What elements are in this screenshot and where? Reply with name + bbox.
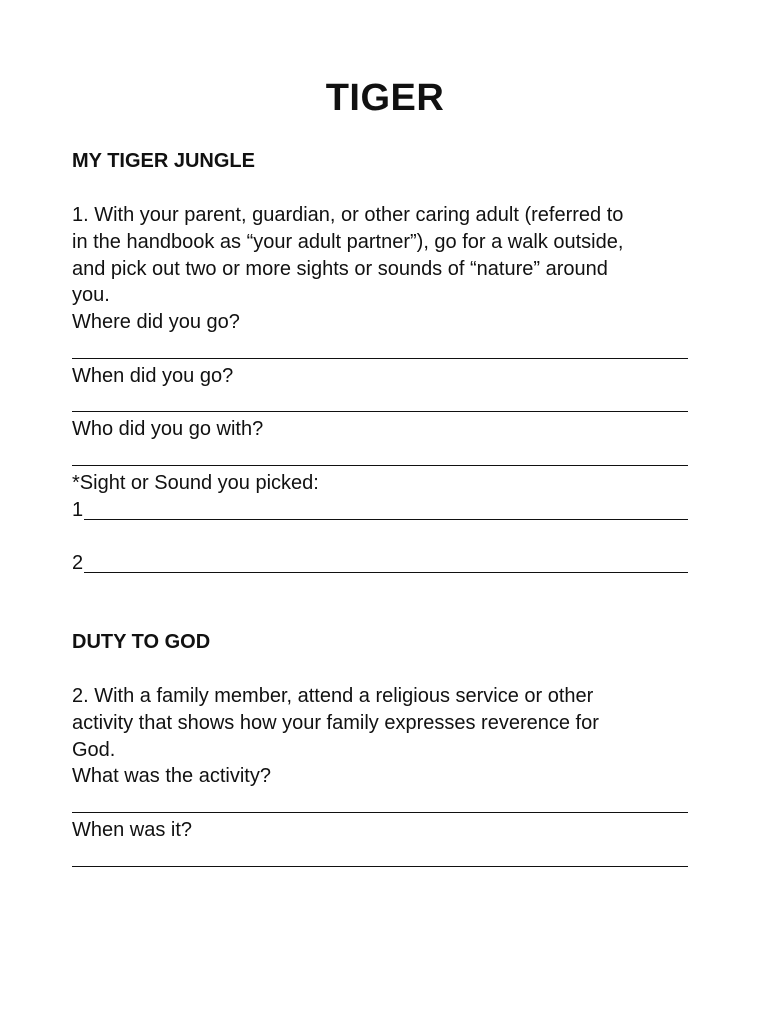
answer-line-sight-1[interactable] [72, 497, 712, 524]
question-where-label: Where did you go? [72, 311, 240, 334]
instruction-line: in the handbook as “your adult partner”), go for a walk outside, [72, 230, 624, 253]
question-activity-label: What was the activity? [72, 765, 271, 788]
instruction-line: and pick out two or more sights or sounds of “nature” around [72, 257, 608, 280]
question-who-label: Who did you go with? [72, 418, 264, 441]
section-duty-to-god [72, 629, 712, 871]
section-heading: DUTY TO GOD [72, 631, 211, 653]
answer-line-when[interactable] [72, 390, 712, 417]
answer-line-who[interactable] [72, 443, 712, 470]
instruction-line: 1. With your parent, guardian, or other caring adult (referred to [72, 204, 624, 226]
item-number: 2 [72, 552, 84, 575]
answer-line-when-was-it[interactable] [72, 844, 712, 871]
instruction-line: you. [72, 284, 110, 307]
item-number: 1 [72, 498, 84, 521]
instruction-line: God. [72, 738, 116, 761]
answer-line-sight-2[interactable] [72, 550, 712, 577]
section-my-tiger-jungle [72, 148, 712, 577]
answer-line-activity[interactable] [72, 790, 712, 817]
question-sight-label: *Sight or Sound you picked: [72, 471, 319, 494]
section-heading: MY TIGER JUNGLE [72, 150, 255, 172]
question-when-was-it-label: When was it? [72, 818, 193, 841]
answer-line-where[interactable] [72, 336, 712, 363]
page-title: TIGER [325, 77, 445, 119]
instruction-line: activity that shows how your family expresses reverence for [72, 711, 599, 734]
instruction-line: 2. With a family member, attend a religious service or other [72, 685, 594, 707]
question-when-label: When did you go? [72, 364, 234, 387]
